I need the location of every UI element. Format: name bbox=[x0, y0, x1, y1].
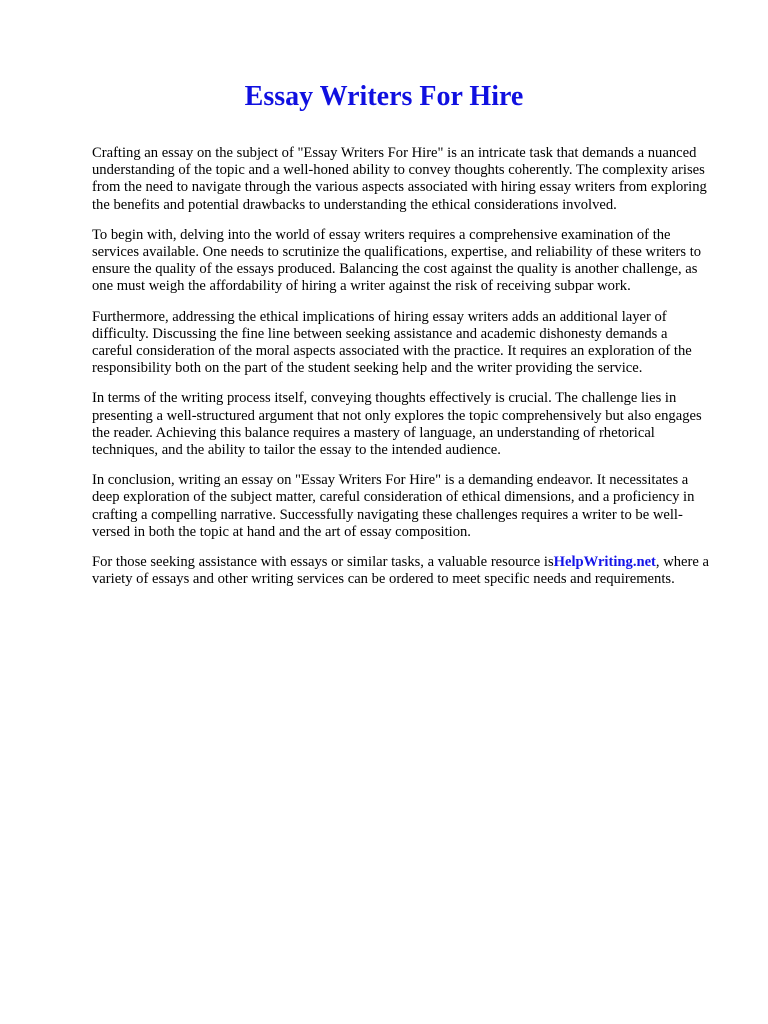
paragraph-writing-process: In terms of the writing process itself, conveying thoughts effectively is crucial. The challenge lies in presenting a well-structured argument that not only explores the topic comprehensively but also engages the reader. Achieving this balance requires a mastery of language, an understanding of rhetorical techniques, and the ability to tailor the essay to the intended audience. bbox=[92, 390, 702, 459]
document-title: Essay Writers For Hire bbox=[244, 81, 524, 112]
paragraph-services: To begin with, delving into the world of essay writers requires a comprehensive examination of the services available. One needs to scrutinize the qualifications, expertise, and reliability of these writers to ensure the quality of the essays produced. Balancing the cost against the quality is another challenge, as one must weigh the affordability of hiring a writer against the risk of receiving subpar work. bbox=[92, 226, 702, 295]
document-body bbox=[92, 145, 710, 601]
paragraph-conclusion: In conclusion, writing an essay on "Essay Writers For Hire" is a demanding endeavor. It necessitates a deep exploration of the subject matter, careful consideration of ethical dimensions, and a proficiency in crafting a compelling narrative. Successfully navigating these challenges requires a writer to be well-versed in both the topic at hand and the art of essay composition. bbox=[92, 472, 695, 540]
closing-text-before-link: For those seeking assistance with essays or similar tasks, a valuable resource is bbox=[92, 554, 554, 571]
closing-text-after-link: , where a variety of essays and other writing services can be ordered to meet specific needs and requirements. bbox=[92, 554, 709, 588]
helpwriting-link[interactable]: HelpWriting.net bbox=[553, 554, 656, 571]
paragraph-ethics: Furthermore, addressing the ethical implications of hiring essay writers adds an additional layer of difficulty. Discussing the fine line between seeking assistance and academic dishonesty demands a careful consideration of the moral aspects associated with the practice. It requires an exploration of the responsibility both on the part of the student seeking help and the writer providing the service. bbox=[92, 308, 692, 377]
paragraph-closing bbox=[92, 554, 710, 588]
paragraph-intro: Crafting an essay on the subject of "Essay Writers For Hire" is an intricate task that demands a nuanced understanding of the topic and a well-honed ability to convey thoughts coherently. The complexity arises from the need to navigate through the various aspects associated with hiring essay writers from exploring the benefits and potential drawbacks to understanding the ethical considerations involved. bbox=[92, 145, 707, 213]
